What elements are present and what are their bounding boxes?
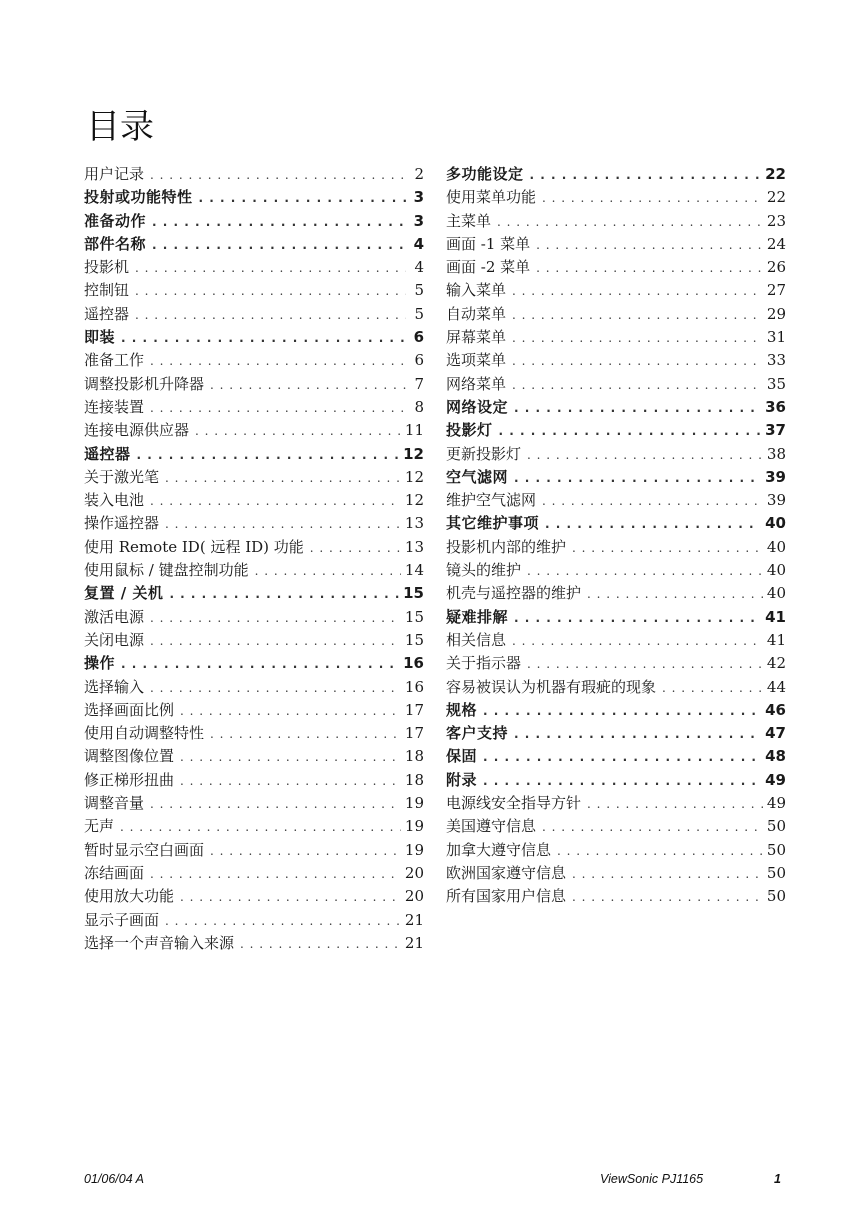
toc-entry[interactable] bbox=[446, 489, 786, 512]
toc-entry-page: 18 bbox=[404, 747, 424, 766]
toc-entry[interactable] bbox=[84, 909, 424, 932]
toc-entry-page: 46 bbox=[765, 700, 786, 719]
toc-entry-page: 21 bbox=[404, 933, 424, 952]
toc-entry-title: 维护空气滤网 bbox=[446, 491, 537, 510]
toc-entry-title: 使用自动调整特性 bbox=[84, 724, 205, 743]
toc-entry-title: 画面 -2 菜单 bbox=[446, 258, 531, 277]
toc-leader-dots bbox=[527, 444, 763, 466]
toc-leader-dots bbox=[512, 374, 763, 396]
toc-leader-dots bbox=[150, 607, 401, 629]
toc-leader-dots bbox=[512, 350, 763, 372]
toc-entry[interactable] bbox=[84, 606, 424, 629]
toc-entry-title: 修正梯形扭曲 bbox=[84, 770, 175, 789]
toc-entry-page: 8 bbox=[414, 397, 424, 416]
toc-entry-title: 机壳与遥控器的维护 bbox=[446, 584, 582, 603]
toc-leader-dots bbox=[165, 467, 401, 489]
toc-entry[interactable] bbox=[446, 629, 786, 652]
toc-entry-title: 选项菜单 bbox=[446, 351, 507, 370]
toc-leader-dots bbox=[514, 607, 761, 629]
toc-leader-dots bbox=[542, 816, 763, 838]
toc-entry-page: 15 bbox=[404, 607, 424, 626]
toc-entry-title: 连接电源供应器 bbox=[84, 421, 190, 440]
toc-entry[interactable] bbox=[446, 559, 786, 582]
toc-leader-dots bbox=[512, 304, 763, 326]
toc-leader-dots bbox=[195, 420, 401, 442]
toc-entry-title: 准备动作 bbox=[84, 211, 147, 230]
toc-entry[interactable] bbox=[446, 512, 786, 535]
toc-entry-page: 47 bbox=[765, 724, 786, 743]
toc-entry-title: 相关信息 bbox=[446, 630, 507, 649]
toc-entry-page: 26 bbox=[766, 258, 786, 277]
toc-entry-page: 49 bbox=[765, 770, 786, 789]
toc-leader-dots bbox=[150, 397, 406, 419]
toc-leader-dots bbox=[255, 560, 401, 582]
toc-entry-page: 4 bbox=[413, 234, 424, 253]
toc-entry-title: 部件名称 bbox=[84, 234, 147, 253]
toc-entry-page: 3 bbox=[413, 188, 424, 207]
toc-leader-dots bbox=[150, 630, 401, 652]
toc-entry-title: 镜头的维护 bbox=[446, 561, 522, 580]
toc-entry[interactable] bbox=[84, 279, 424, 302]
toc-entry-title: 更新投影灯 bbox=[446, 444, 522, 463]
toc-entry[interactable] bbox=[446, 326, 786, 349]
toc-entry-title: 画面 -1 菜单 bbox=[446, 234, 531, 253]
toc-entry-page: 19 bbox=[404, 840, 424, 859]
toc-entry[interactable] bbox=[84, 839, 424, 862]
footer-date: 01/06/04 A bbox=[84, 1172, 145, 1186]
toc-entry-title: 空气滤网 bbox=[446, 467, 509, 486]
toc-entry-page: 42 bbox=[766, 654, 786, 673]
toc-entry-page: 16 bbox=[403, 654, 424, 673]
toc-entry-page: 6 bbox=[414, 351, 424, 370]
toc-leader-dots bbox=[199, 187, 406, 209]
toc-entry[interactable] bbox=[446, 466, 786, 489]
toc-entry-title: 调整投影机升降器 bbox=[84, 374, 205, 393]
toc-entry-page: 40 bbox=[766, 561, 786, 580]
toc-entry[interactable] bbox=[446, 722, 786, 745]
toc-entry-page: 22 bbox=[766, 188, 786, 207]
toc-entry[interactable] bbox=[446, 349, 786, 372]
toc-right-column bbox=[446, 163, 786, 909]
toc-entry-page: 35 bbox=[766, 374, 786, 393]
toc-entry-page: 39 bbox=[765, 467, 786, 486]
toc-entry-title: 冻结画面 bbox=[84, 863, 145, 882]
toc-leader-dots bbox=[120, 816, 401, 838]
toc-leader-dots bbox=[180, 700, 401, 722]
toc-entry[interactable] bbox=[84, 745, 424, 768]
toc-leader-dots bbox=[483, 746, 761, 768]
toc-entry[interactable] bbox=[446, 745, 786, 768]
toc-leader-dots bbox=[150, 793, 401, 815]
toc-leader-dots bbox=[527, 560, 763, 582]
toc-entry-page: 27 bbox=[766, 281, 786, 300]
toc-leader-dots bbox=[514, 397, 761, 419]
toc-entry-title: 暂时显示空白画面 bbox=[84, 840, 205, 859]
toc-entry-title: 选择画面比例 bbox=[84, 700, 175, 719]
toc-entry-page: 50 bbox=[766, 887, 786, 906]
toc-leader-dots bbox=[135, 257, 406, 279]
toc-entry[interactable] bbox=[446, 396, 786, 419]
toc-leader-dots bbox=[587, 583, 763, 605]
toc-leader-dots bbox=[165, 513, 401, 535]
toc-leader-dots bbox=[483, 770, 761, 792]
toc-entry-title: 使用放大功能 bbox=[84, 887, 175, 906]
toc-entry-page: 5 bbox=[414, 281, 424, 300]
toc-entry-page: 50 bbox=[766, 840, 786, 859]
toc-entry-page: 12 bbox=[403, 444, 424, 463]
toc-entry-title: 用户记录 bbox=[84, 165, 145, 183]
toc-leader-dots bbox=[536, 257, 763, 279]
toc-entry-title: 调整图像位置 bbox=[84, 747, 175, 766]
toc-leader-dots bbox=[514, 467, 761, 489]
toc-entry-page: 33 bbox=[766, 351, 786, 370]
toc-entry-title: 投影灯 bbox=[446, 421, 493, 440]
toc-leader-dots bbox=[497, 211, 763, 233]
toc-entry-title: 准备工作 bbox=[84, 351, 145, 370]
toc-entry-page: 39 bbox=[766, 491, 786, 510]
toc-entry[interactable] bbox=[446, 303, 786, 326]
toc-entry[interactable] bbox=[84, 629, 424, 652]
toc-entry[interactable] bbox=[84, 233, 424, 256]
toc-entry-page: 18 bbox=[404, 770, 424, 789]
toc-entry[interactable] bbox=[84, 373, 424, 396]
toc-entry-title: 关于激光笔 bbox=[84, 467, 160, 486]
toc-entry-title: 即装 bbox=[84, 328, 116, 347]
toc-entry-page: 19 bbox=[404, 817, 424, 836]
toc-entry-page: 24 bbox=[766, 234, 786, 253]
toc-entry-page: 12 bbox=[404, 491, 424, 510]
toc-leader-dots bbox=[121, 653, 399, 675]
toc-leader-dots bbox=[150, 350, 406, 372]
toc-entry-page: 40 bbox=[766, 584, 786, 603]
toc-entry-title: 操作 bbox=[84, 654, 116, 673]
toc-entry-title: 投影机内部的维护 bbox=[446, 537, 567, 556]
toc-leader-dots bbox=[121, 327, 406, 349]
toc-entry-title: 显示子画面 bbox=[84, 910, 160, 929]
toc-entry-title: 欧洲国家遵守信息 bbox=[446, 863, 567, 882]
toc-entry-page: 11 bbox=[404, 421, 424, 440]
toc-entry-title: 激活电源 bbox=[84, 607, 145, 626]
toc-entry[interactable] bbox=[446, 582, 786, 605]
toc-left-column bbox=[84, 163, 424, 955]
toc-entry[interactable] bbox=[446, 885, 786, 908]
toc-entry-title: 复置 / 关机 bbox=[84, 584, 164, 603]
toc-leader-dots bbox=[165, 910, 401, 932]
toc-entry[interactable] bbox=[84, 792, 424, 815]
toc-leader-dots bbox=[512, 327, 763, 349]
toc-entry-title: 所有国家用户信息 bbox=[446, 887, 567, 906]
toc-entry-title: 输入菜单 bbox=[446, 281, 507, 300]
toc-entry[interactable] bbox=[84, 256, 424, 279]
toc-entry-title: 疑难排解 bbox=[446, 607, 509, 626]
toc-entry-page: 49 bbox=[766, 794, 786, 813]
toc-entry-page: 36 bbox=[765, 397, 786, 416]
toc-entry[interactable] bbox=[446, 373, 786, 396]
toc-entry[interactable] bbox=[446, 862, 786, 885]
toc-leader-dots bbox=[210, 840, 401, 862]
toc-entry-title: 调整音量 bbox=[84, 794, 145, 813]
toc-entry[interactable] bbox=[84, 419, 424, 442]
toc-entry-title: 关于指示器 bbox=[446, 654, 522, 673]
toc-entry[interactable] bbox=[84, 699, 424, 722]
toc-leader-dots bbox=[150, 863, 401, 885]
toc-leader-dots bbox=[210, 374, 406, 396]
toc-leader-dots bbox=[499, 420, 762, 442]
toc-entry-title: 客户支持 bbox=[446, 724, 509, 743]
toc-entry-title: 自动菜单 bbox=[446, 304, 507, 323]
toc-leader-dots bbox=[527, 653, 763, 675]
toc-entry-title: 网络设定 bbox=[446, 397, 509, 416]
toc-entry-title: 使用 Remote ID( 远程 ID) 功能 bbox=[84, 537, 304, 556]
toc-entry-title: 网络菜单 bbox=[446, 374, 507, 393]
toc-leader-dots bbox=[210, 723, 401, 745]
toc-leader-dots bbox=[137, 444, 400, 466]
toc-leader-dots bbox=[572, 886, 763, 908]
toc-leader-dots bbox=[587, 793, 763, 815]
toc-entry-page: 40 bbox=[765, 514, 786, 533]
toc-entry[interactable] bbox=[84, 163, 424, 186]
toc-entry[interactable] bbox=[446, 210, 786, 233]
toc-leader-dots bbox=[542, 187, 763, 209]
toc-entry-title: 使用菜单功能 bbox=[446, 188, 537, 207]
toc-entry-page: 21 bbox=[404, 910, 424, 929]
toc-entry-title: 多功能设定 bbox=[446, 165, 524, 183]
toc-leader-dots bbox=[152, 211, 406, 233]
toc-entry-page: 38 bbox=[766, 444, 786, 463]
toc-leader-dots bbox=[530, 164, 762, 186]
toc-entry-page: 17 bbox=[404, 700, 424, 719]
toc-entry[interactable] bbox=[84, 862, 424, 885]
toc-leader-dots bbox=[152, 234, 406, 256]
toc-entry-page: 6 bbox=[413, 328, 424, 347]
toc-entry[interactable] bbox=[84, 676, 424, 699]
toc-entry-title: 其它维护事项 bbox=[446, 514, 540, 533]
toc-entry-title: 连接装置 bbox=[84, 397, 145, 416]
toc-entry[interactable] bbox=[84, 652, 424, 675]
footer-page-number: 1 bbox=[774, 1172, 781, 1186]
toc-entry[interactable] bbox=[84, 210, 424, 233]
toc-entry-page: 29 bbox=[766, 304, 786, 323]
toc-entry-page: 40 bbox=[766, 537, 786, 556]
toc-leader-dots bbox=[150, 164, 406, 186]
toc-entry-title: 无声 bbox=[84, 817, 115, 836]
toc-entry-page: 3 bbox=[413, 211, 424, 230]
toc-entry-title: 电源线安全指导方针 bbox=[446, 794, 582, 813]
toc-entry[interactable] bbox=[84, 582, 424, 605]
toc-entry-page: 17 bbox=[404, 724, 424, 743]
toc-entry-page: 16 bbox=[404, 677, 424, 696]
toc-entry-title: 装入电池 bbox=[84, 491, 145, 510]
toc-entry-title: 使用鼠标 / 键盘控制功能 bbox=[84, 561, 249, 580]
toc-leader-dots bbox=[542, 490, 763, 512]
toc-entry[interactable] bbox=[84, 512, 424, 535]
toc-entry-page: 20 bbox=[404, 863, 424, 882]
toc-entry-title: 关闭电源 bbox=[84, 630, 145, 649]
toc-entry[interactable] bbox=[446, 233, 786, 256]
toc-entry[interactable] bbox=[446, 186, 786, 209]
toc-entry[interactable] bbox=[84, 722, 424, 745]
toc-leader-dots bbox=[512, 630, 763, 652]
toc-entry[interactable] bbox=[446, 652, 786, 675]
toc-entry-page: 5 bbox=[414, 304, 424, 323]
toc-entry[interactable] bbox=[446, 279, 786, 302]
toc-entry[interactable] bbox=[446, 676, 786, 699]
toc-entry-page: 15 bbox=[404, 630, 424, 649]
toc-entry-page: 14 bbox=[404, 561, 424, 580]
toc-entry-page: 41 bbox=[766, 630, 786, 649]
toc-entry[interactable] bbox=[446, 699, 786, 722]
toc-entry-page: 13 bbox=[404, 514, 424, 533]
toc-entry-page: 20 bbox=[404, 887, 424, 906]
toc-entry[interactable] bbox=[446, 256, 786, 279]
toc-entry[interactable] bbox=[84, 932, 424, 955]
toc-entry-page: 37 bbox=[765, 421, 786, 440]
toc-entry[interactable] bbox=[446, 443, 786, 466]
toc-entry[interactable] bbox=[446, 792, 786, 815]
toc-entry-page: 41 bbox=[765, 607, 786, 626]
toc-leader-dots bbox=[180, 886, 401, 908]
toc-entry[interactable] bbox=[84, 186, 424, 209]
toc-leader-dots bbox=[150, 677, 401, 699]
toc-entry-page: 4 bbox=[414, 258, 424, 277]
toc-entry-title: 投影机 bbox=[84, 258, 130, 277]
toc-entry[interactable] bbox=[446, 163, 786, 186]
toc-entry-page: 12 bbox=[404, 467, 424, 486]
toc-leader-dots bbox=[150, 490, 401, 512]
toc-entry[interactable] bbox=[84, 443, 424, 466]
page-title: 目录 bbox=[86, 106, 154, 147]
toc-entry-page: 23 bbox=[766, 211, 786, 230]
toc-entry[interactable] bbox=[84, 489, 424, 512]
toc-leader-dots bbox=[135, 304, 406, 326]
toc-entry[interactable] bbox=[84, 769, 424, 792]
toc-entry[interactable] bbox=[446, 839, 786, 862]
toc-leader-dots bbox=[483, 700, 761, 722]
toc-entry[interactable] bbox=[84, 536, 424, 559]
toc-entry-page: 22 bbox=[765, 165, 786, 183]
toc-entry[interactable] bbox=[446, 769, 786, 792]
toc-entry[interactable] bbox=[84, 303, 424, 326]
toc-entry-page: 50 bbox=[766, 863, 786, 882]
toc-entry-title: 美国遵守信息 bbox=[446, 817, 537, 836]
toc-entry-title: 控制钮 bbox=[84, 281, 130, 300]
toc-entry[interactable] bbox=[84, 349, 424, 372]
toc-entry-title: 遥控器 bbox=[84, 304, 130, 323]
toc-entry-page: 2 bbox=[414, 165, 424, 183]
toc-leader-dots bbox=[240, 933, 401, 955]
toc-leader-dots bbox=[545, 513, 761, 535]
toc-entry-title: 遥控器 bbox=[84, 444, 131, 463]
toc-entry[interactable] bbox=[84, 815, 424, 838]
toc-entry[interactable] bbox=[446, 536, 786, 559]
toc-entry-page: 19 bbox=[404, 794, 424, 813]
toc-entry-title: 屏幕菜单 bbox=[446, 328, 507, 347]
toc-entry[interactable] bbox=[84, 396, 424, 419]
toc-entry-title: 附录 bbox=[446, 770, 478, 789]
toc-entry[interactable] bbox=[84, 466, 424, 489]
toc-leader-dots bbox=[557, 840, 763, 862]
toc-entry-title: 主菜单 bbox=[446, 211, 492, 230]
toc-leader-dots bbox=[514, 723, 761, 745]
toc-entry[interactable] bbox=[446, 606, 786, 629]
toc-leader-dots bbox=[536, 234, 763, 256]
toc-leader-dots bbox=[180, 770, 401, 792]
footer-product: ViewSonic PJ1165 bbox=[600, 1172, 704, 1186]
toc-entry-title: 投射或功能特性 bbox=[84, 188, 193, 207]
toc-leader-dots bbox=[310, 537, 401, 559]
toc-leader-dots bbox=[512, 280, 763, 302]
toc-entry-title: 保固 bbox=[446, 747, 478, 766]
toc-entry-page: 31 bbox=[766, 328, 786, 347]
toc-entry-title: 规格 bbox=[446, 700, 478, 719]
toc-entry-title: 选择一个声音输入来源 bbox=[84, 933, 235, 952]
toc-leader-dots bbox=[662, 677, 763, 699]
toc-entry[interactable] bbox=[84, 559, 424, 582]
toc-leader-dots bbox=[572, 863, 763, 885]
toc-entry-page: 44 bbox=[766, 677, 786, 696]
toc-leader-dots bbox=[169, 583, 399, 605]
toc-entry-page: 50 bbox=[766, 817, 786, 836]
toc-entry-page: 7 bbox=[414, 374, 424, 393]
toc-entry[interactable] bbox=[84, 326, 424, 349]
toc-leader-dots bbox=[135, 280, 406, 302]
toc-entry-page: 13 bbox=[404, 537, 424, 556]
toc-entry[interactable] bbox=[446, 419, 786, 442]
toc-entry-title: 操作遥控器 bbox=[84, 514, 160, 533]
toc-entry-title: 加拿大遵守信息 bbox=[446, 840, 552, 859]
toc-entry[interactable] bbox=[446, 815, 786, 838]
toc-leader-dots bbox=[572, 537, 763, 559]
toc-leader-dots bbox=[180, 746, 401, 768]
toc-entry-page: 48 bbox=[765, 747, 786, 766]
toc-entry[interactable] bbox=[84, 885, 424, 908]
toc-entry-page: 15 bbox=[403, 584, 424, 603]
toc-entry-title: 容易被误认为机器有瑕疵的现象 bbox=[446, 677, 657, 696]
toc-entry-title: 选择输入 bbox=[84, 677, 145, 696]
